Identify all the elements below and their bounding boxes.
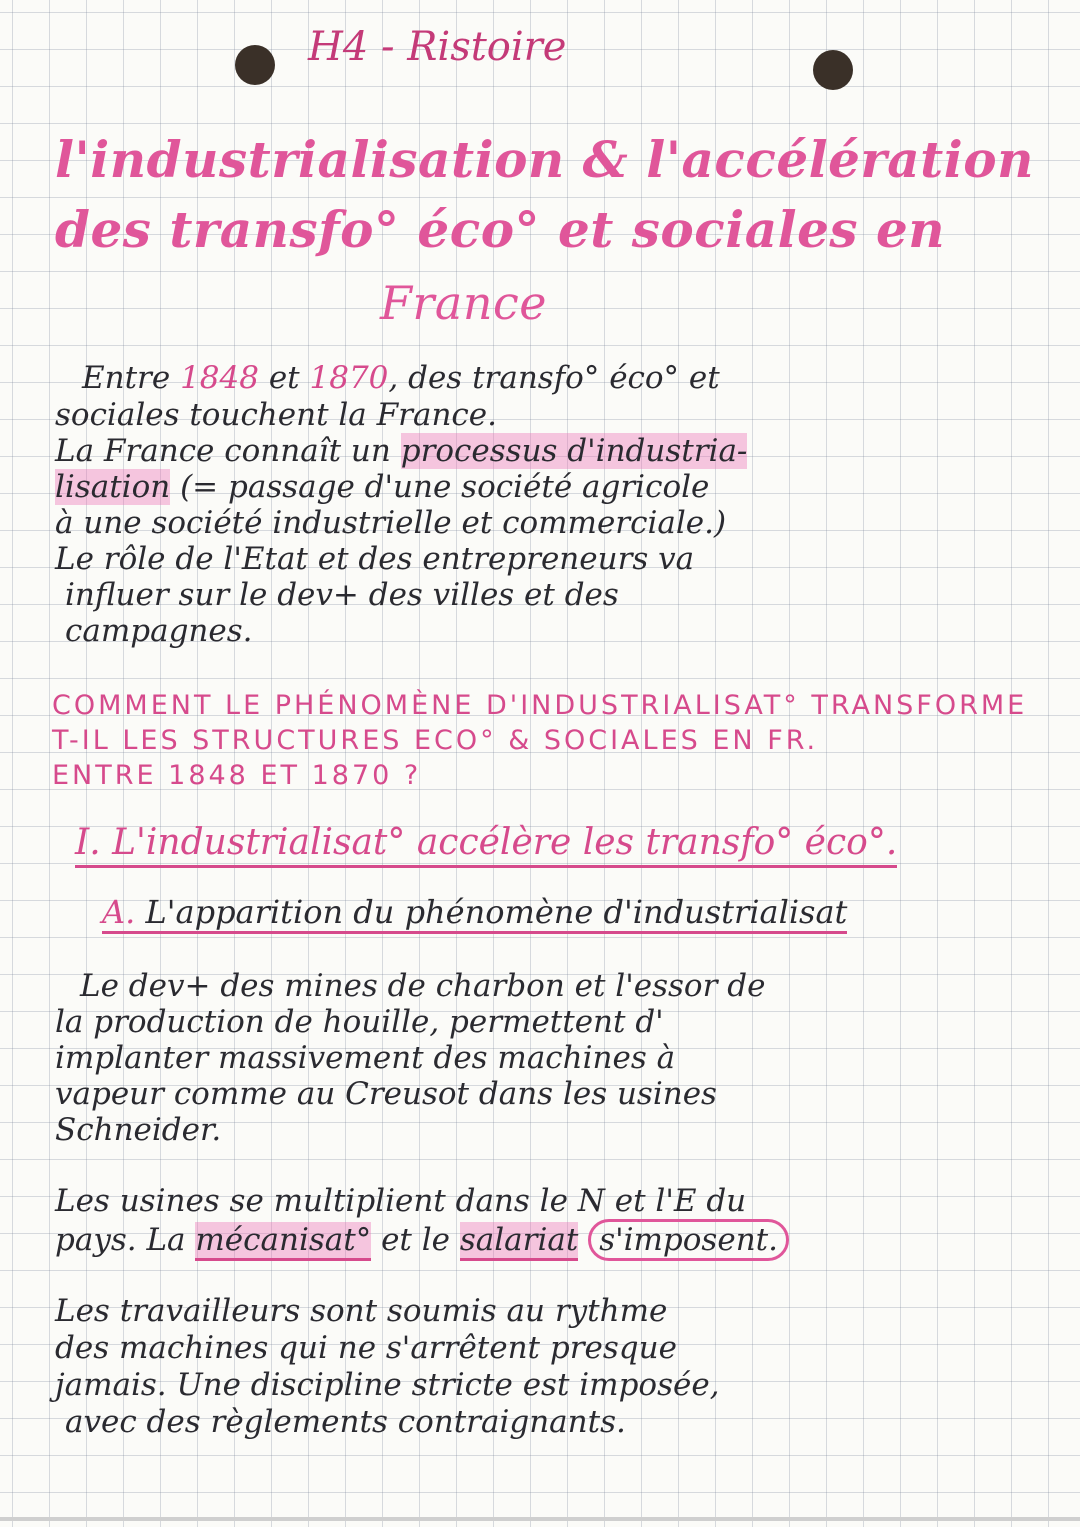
subsection-a-title: L'apparition du phénomène d'industrialisat	[135, 893, 847, 934]
intro-line-5: à une société industrielle et commerciale.)	[55, 505, 727, 541]
intro-line-4: lisation (= passage d'une société agricole	[55, 469, 710, 505]
subsection-a-heading	[102, 893, 847, 931]
binder-hole-left	[235, 45, 275, 85]
highlight-processus: processus d'industria-	[400, 433, 748, 469]
para1-line-1: Le dev+ des mines de charbon et l'essor de	[80, 968, 766, 1004]
para3-line-2: des machines qui ne s'arrêtent presque	[55, 1330, 677, 1366]
para2-line-1: Les usines se multiplient dans le N et l'E du	[55, 1183, 747, 1219]
circled-s-imposent: s'imposent.	[588, 1219, 789, 1261]
page-bottom-edge	[0, 1517, 1080, 1521]
binder-hole-right	[813, 50, 853, 90]
title-line-1: l'industrialisation & l'accélération	[55, 130, 1034, 189]
intro-line-8: campagnes.	[65, 613, 253, 649]
problematique-line-2: T-IL LES STRUCTURES ECO° & SOCIALES EN FR.	[52, 725, 819, 756]
intro-line-1: Entre 1848 et 1870, des transfo° éco° et	[82, 360, 720, 396]
highlight-mecanisation: mécanisat°	[195, 1222, 371, 1261]
title-line-3: France	[380, 276, 547, 330]
highlight-salariat: salariat	[460, 1222, 578, 1261]
year-1870: 1870	[309, 360, 389, 396]
para3-line-1: Les travailleurs sont soumis au rythme	[55, 1293, 668, 1329]
para1-line-5: Schneider.	[55, 1112, 222, 1148]
para3-line-4: avec des règlements contraignants.	[65, 1404, 626, 1440]
intro-line-7: influer sur le dev+ des villes et des	[65, 577, 619, 613]
highlight-lisation: lisation	[55, 469, 171, 505]
subsection-a-number: A.	[102, 893, 135, 934]
para1-line-3: implanter massivement des machines à	[55, 1040, 676, 1076]
problematique-line-1: COMMENT LE PHÉNOMÈNE D'INDUSTRIALISAT° TRANSFORME	[52, 690, 1028, 721]
year-1848: 1848	[180, 360, 259, 396]
para2-line-2: pays. La mécanisat° et le salariat s'imposent.	[55, 1222, 789, 1258]
intro-line-3: La France connaît un processus d'industria-	[55, 433, 748, 469]
para1-line-4: vapeur comme au Creusot dans les usines	[55, 1076, 717, 1112]
intro-line-6: Le rôle de l'Etat et des entrepreneurs va	[55, 541, 695, 577]
intro-line-2: sociales touchent la France.	[55, 397, 497, 433]
problematique-line-3: ENTRE 1848 ET 1870 ?	[52, 760, 422, 791]
chapter-header: H4 - Ristoire	[308, 24, 567, 70]
para1-line-2: la production de houille, permettent d'	[55, 1004, 664, 1040]
title-line-2: des transfo° éco° et sociales en	[55, 200, 946, 259]
section-1-heading: I. L'industrialisat° accélère les transfo° éco°.	[75, 822, 897, 868]
para3-line-3: jamais. Une discipline stricte est imposée,	[55, 1367, 720, 1403]
